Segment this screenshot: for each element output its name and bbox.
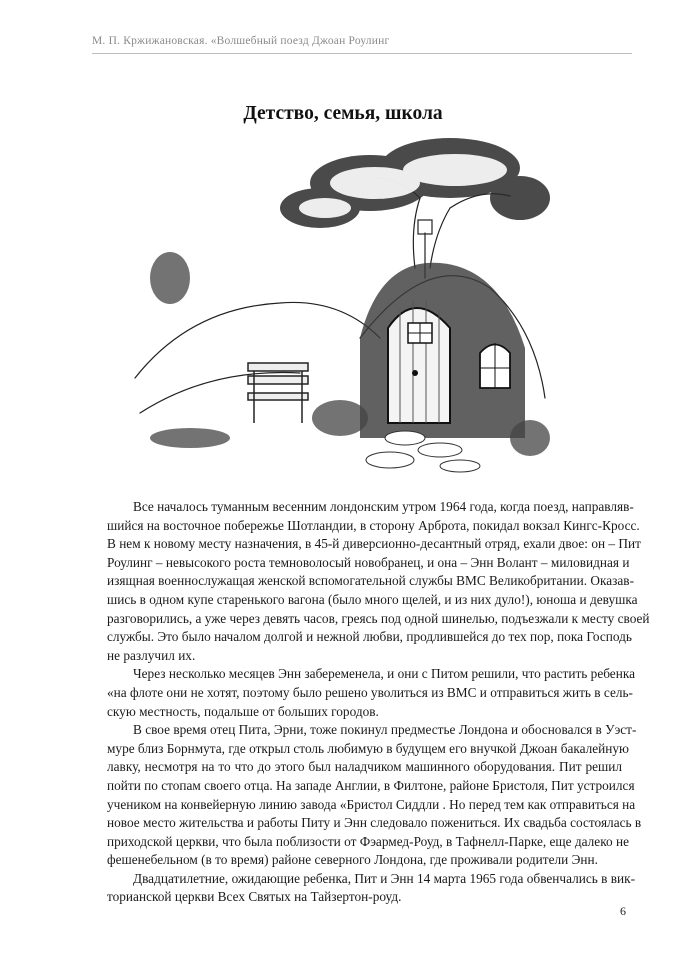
paragraph-line: учеником на конвейерную линию завода «Бристол Сиддли . Но перед тем как отправиться на [107,796,636,812]
paragraph-line: новое место жительства и работы Питу и Энн следовало пожениться. Их свадьба состоялась в [107,815,642,831]
paragraph-line: Роулинг – невысокого роста темноволосый новобранец, и она – Энн Волант – миловидная и [107,554,630,570]
paragraph-line: В нем к новому месту назначения, в 45-й диверсионно-десантный отряд, ехали двое: он – Пит [107,536,641,552]
hobbit-house-illustration [130,138,550,478]
paragraph-line: Все началось туманным весенним лондонским утром 1964 года, когда поезд, направляв- [133,499,634,514]
chapter-title: Детство, семья, школа [243,103,443,124]
paragraph-2 [107,665,635,721]
paragraph-line: пойти по стопам своего отца. На западе Англии, в Филтоне, районе Бристоля, Пит устроился [107,777,635,793]
paragraph-line: шийся на восточное побережье Шотландии, в сторону Арброта, покидал вокзал Кингс-Кросс. [107,517,640,533]
page-number: 6 [620,904,626,918]
paragraph-line: фешенебельном (в то время) районе северного Лондона, где проживали родители Энн. [107,852,598,868]
paragraph-line: лавку, несмотря на то что до этого был наладчиком машинного оборудования. Пит решил [107,759,622,775]
paragraph-3 [107,721,642,870]
paragraph-line: Двадцатилетние, ожидающие ребенка, Пит и Энн 14 марта 1965 года обвенчались в вик- [133,870,636,886]
paragraph-line: торианской церкви Всех Святых на Тайзертон-роуд. [107,889,402,905]
header-rule [92,53,632,54]
paragraph-4 [107,870,636,907]
paragraph-line: муре близ Борнмута, где открыл столь любимую в будущем его внучкой Джоан бакалейную [107,740,629,756]
paragraph-line: скую местность, подальше от больших городов. [107,703,379,719]
running-header: М. П. Кржижановская. «Волшебный поезд Джоан Роулинг [92,35,390,47]
paragraph-line: изящная военнослужащая женской вспомогательной службы ВМС Великобритании. Оказав- [107,573,634,589]
paragraph-line: шись в одном купе старенького вагона (было много щелей, и из них дуло!), юноша и девушка [107,591,638,607]
paragraph-line: приходской церкви, что была поблизости от Фэармед-Роуд, в Тафнелл-Парке, еще далеко не [107,833,629,849]
body-text [107,498,650,907]
paragraph-1 [107,498,650,665]
paragraph-line: службы. Это было началом долгой и нежной любви, продлившейся до тех пор, пока Господь [107,629,632,645]
paragraph-line: не разлучил их. [107,647,196,663]
paragraph-line: В свое время отец Пита, Эрни, тоже покинул предместье Лондона и обосновался в Уэст- [133,722,637,738]
paragraph-line: Через несколько месяцев Энн забеременела, и они с Питом решили, что растить ребенка [133,666,635,682]
paragraph-line: разговорились, а уже через девять часов, греясь под одной шинелью, подъезжали к месту своей [107,610,650,626]
paragraph-line: «на флоте они не хотят, поэтому было решено уволиться из ВМС и отправиться жить в сель- [107,684,633,700]
